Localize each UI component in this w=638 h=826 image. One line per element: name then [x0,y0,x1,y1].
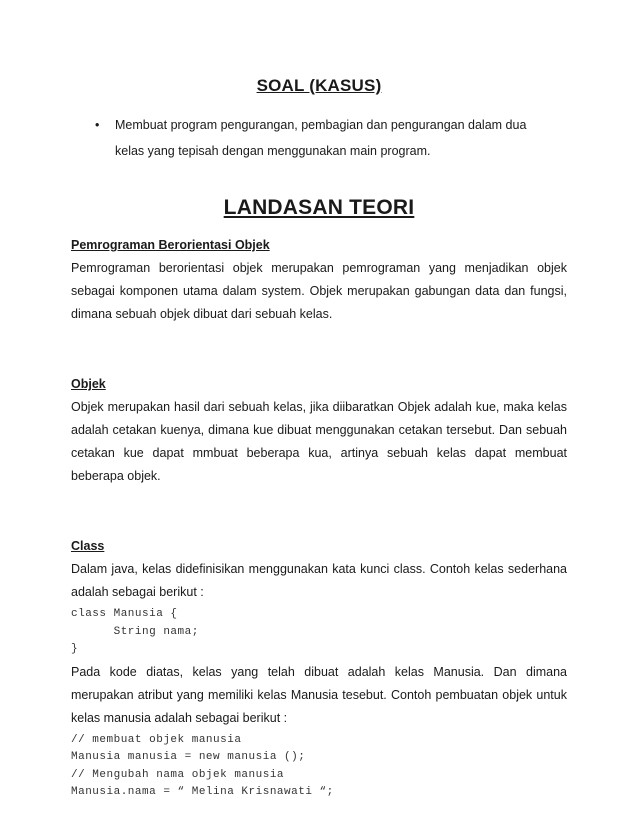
soal-bullet-item [95,112,567,164]
blank-line [71,326,567,349]
heading-class: Class [71,539,105,553]
paragraph-objek: Objek merupakan hasil dari sebuah kelas, jika diibaratkan Objek adalah kue, maka kelas adalah cetakan kuenya, dimana kue dibuat menggunakan cetakan tersebut. Dan sebuah cetakan kue dapat mmbuat beberapa kua, artinya sebuah kelas dapat membuat beberapa objek. [71,400,567,483]
paragraph-oop: Pemrograman berorientasi objek merupakan pemrograman yang menjadikan objek sebagai komponen utama dalam system. Objek merupakan gabungan data dan fungsi, dimana sebuah objek dibuat dari sebuah kelas. [71,261,567,321]
code-line: String nama; [71,625,199,638]
paragraph-class-intro: Dalam java, kelas didefinisikan menggunakan kata kunci class. Contoh kelas sederhana adalah sebagai berikut : [71,562,567,599]
soal-title [71,76,567,96]
code-line: Manusia.nama = “ Melina Krisnawati “; [71,786,334,798]
code-line: } [71,643,79,655]
soal-bullet-text: Membuat program pengurangan, pembagian dan pengurangan dalam dua kelas yang tepisah dengan menggunakan main program. [115,118,527,158]
teori-title [71,196,567,220]
code-block-object-creation [71,732,567,802]
blank-line [71,488,567,511]
teori-title-text: LANDASAN TEORI [223,196,415,219]
paragraph-class-explain: Pada kode diatas, kelas yang telah dibuat adalah kelas Manusia. Dan dimana merupakan atribut yang memiliki kelas Manusia tesebut. Contoh pembuatan objek untuk kelas manusia adalah sebagai berikut : [71,664,567,725]
code-line: // membuat objek manusia [71,733,242,746]
heading-objek: Objek [71,377,106,391]
code-line: class Manusia { [71,608,178,620]
code-block-class-definition [71,606,567,659]
code-line: Manusia manusia = new manusia (); [71,751,306,763]
bullet-icon: • [95,118,100,132]
soal-title-text: SOAL (KASUS) [256,76,382,95]
code-line: // Mengubah nama objek manusia [71,768,285,781]
heading-pemrograman-berorientasi-objek: Pemrograman Berorientasi Objek [71,238,270,252]
